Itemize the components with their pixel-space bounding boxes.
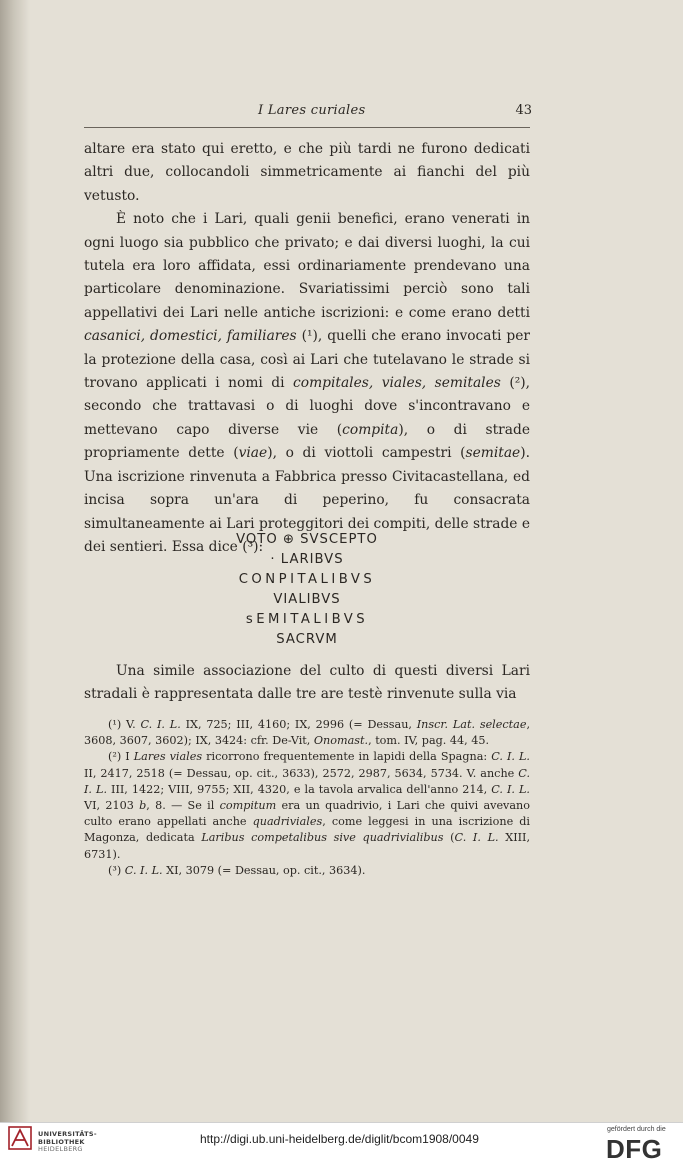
page-number: 43 <box>515 103 532 118</box>
inscription-line: CONPITALIBVS <box>238 572 376 587</box>
text-run: , tom. IV, pag. 44, 45. <box>368 734 490 748</box>
italic-term: C. I. L. <box>84 766 530 796</box>
paragraph-1: altare era stato qui eretto, e che più tardi ne furono dedicati altri due, collocandoli simmetricamente ai fianchi del più vetusto. <box>84 141 530 204</box>
footnote-1 <box>84 717 530 749</box>
italic-term: Inscr. Lat. selectae <box>416 718 527 731</box>
inscription-line: SACRVM <box>276 632 338 647</box>
latin-inscription <box>84 530 530 650</box>
text-run: IX, 725; III, 4160; IX, 2996 (= Dessau, <box>180 718 417 731</box>
text-run: È noto che i Lari, quali genii benefici, erano venerati in ogni luogo sia pubblico che privato; e dai diversi luoghi, la cui tutela era loro affidata, essi ordinariamente prendevano una particolare denominazione. Svariatissimi perciò sono tali appellativi dei Lari nelle antiche iscrizioni: e come erano detti <box>84 211 530 321</box>
text-run: era un quadrivio, i Lari che quivi avevano culto erano appellati anche <box>84 799 530 829</box>
running-head <box>84 100 530 120</box>
italic-term: casanici, domestici, familiares <box>84 328 297 345</box>
inscription-line: VOTO ⊕ SVSCEPTO <box>236 532 378 547</box>
header-rule <box>84 127 530 128</box>
book-spine-shadow <box>0 0 30 1122</box>
italic-term: Onomast. <box>313 734 369 748</box>
text-run: ricorrono frequentemente in lapidi della Spagna: <box>202 750 492 764</box>
paragraph-3: Una simile associazione del culto di questi diversi Lari stradali è rappresentata dalle tre are testè rinvenute sulla via <box>84 663 530 703</box>
italic-term: viae <box>238 445 268 462</box>
italic-term: compitales, viales, semitales <box>293 375 501 392</box>
text-run: , 3608, 3607, 3602); IX, 3424: cfr. De-Vit, <box>84 718 530 748</box>
italic-term: semitae <box>465 445 521 462</box>
italic-term: b <box>139 799 147 813</box>
text-run: ), o di strade propriamente dette ( <box>84 421 530 462</box>
text-run: (³) <box>108 863 125 877</box>
italic-term: C. I. L. <box>140 718 181 731</box>
running-head-title: I Lares curiales <box>258 103 366 118</box>
text-run: III, 1422; VIII, 9755; XII, 4320, e la tavola arvalica dell'anno 214, <box>107 782 492 796</box>
footnote-2 <box>84 749 530 862</box>
italic-term: Lares viales <box>133 750 203 764</box>
text-run: , come leggesi in una iscrizione di Magonza, dedicata <box>84 815 530 845</box>
text-run: , 8. — Se il <box>146 799 220 813</box>
italic-term: C. I. L. <box>454 831 499 845</box>
university-seal-icon <box>8 1126 32 1150</box>
italic-term: compita <box>342 421 399 438</box>
permalink[interactable]: http://digi.ub.uni-heidelberg.de/diglit/bcom1908/0049 <box>200 1132 479 1146</box>
text-run: (¹), quelli che erano invocati per la protezione della casa, così ai Lari che tutelavano le strade si trovano applicati i nomi di <box>84 328 530 392</box>
library-name-line: UNIVERSITÄTS- <box>38 1130 97 1138</box>
footnotes <box>84 717 530 879</box>
library-name <box>38 1131 97 1154</box>
main-text <box>84 138 530 559</box>
library-name-line: HEIDELBERG <box>38 1145 83 1154</box>
text-run: ( <box>443 831 455 845</box>
inscription-line: · LARIBVS <box>270 552 344 567</box>
main-text-continued <box>84 660 530 707</box>
text-run: (²) I <box>108 750 134 764</box>
text-run: XI, 3079 (= Dessau, op. cit., 3634). <box>162 863 366 877</box>
italic-term: C. I. L. <box>491 782 530 796</box>
italic-term: quadriviales <box>252 815 323 829</box>
paragraph-2 <box>84 208 530 559</box>
footnote-3 <box>84 863 530 879</box>
text-run: ). Una iscrizione rinvenuta a Fabbrica presso Civitacastellana, ed incisa sopra un'ara di peperino, fu consacrata simultaneamente ai Lari proteggitori dei compiti, delle strade e dei sentieri. Essa dice (³): <box>84 445 531 555</box>
italic-term: C. I. L. <box>491 750 530 764</box>
text-run: VI, 2103 <box>84 799 140 813</box>
italic-term: C. I. L. <box>124 863 163 877</box>
text-run: (²), secondo che trattavasi o di luoghi dove s'incontravano e mettevano capo diverse vie ( <box>84 375 531 438</box>
inscription-line: sEMITALIBVS <box>245 612 369 627</box>
text-run: XIII, 6731). <box>84 831 531 861</box>
inscription-line: VIALIBVS <box>273 592 341 607</box>
text-run: II, 2417, 2518 (= Dessau, op. cit., 3633), 2572, 2987, 5634, 5734. V. anche <box>84 766 519 780</box>
italic-term: compitum <box>219 799 277 813</box>
text-run: (¹) V. <box>108 718 141 731</box>
dfg-logo: DFG <box>606 1134 663 1164</box>
library-name-line: BIBLIOTHEK <box>38 1137 85 1146</box>
text-run: ), o di viottoli campestri ( <box>267 445 466 462</box>
funding-note: gefördert durch die <box>607 1126 666 1133</box>
italic-term: Laribus competalibus sive quadrivialibus <box>201 831 444 845</box>
